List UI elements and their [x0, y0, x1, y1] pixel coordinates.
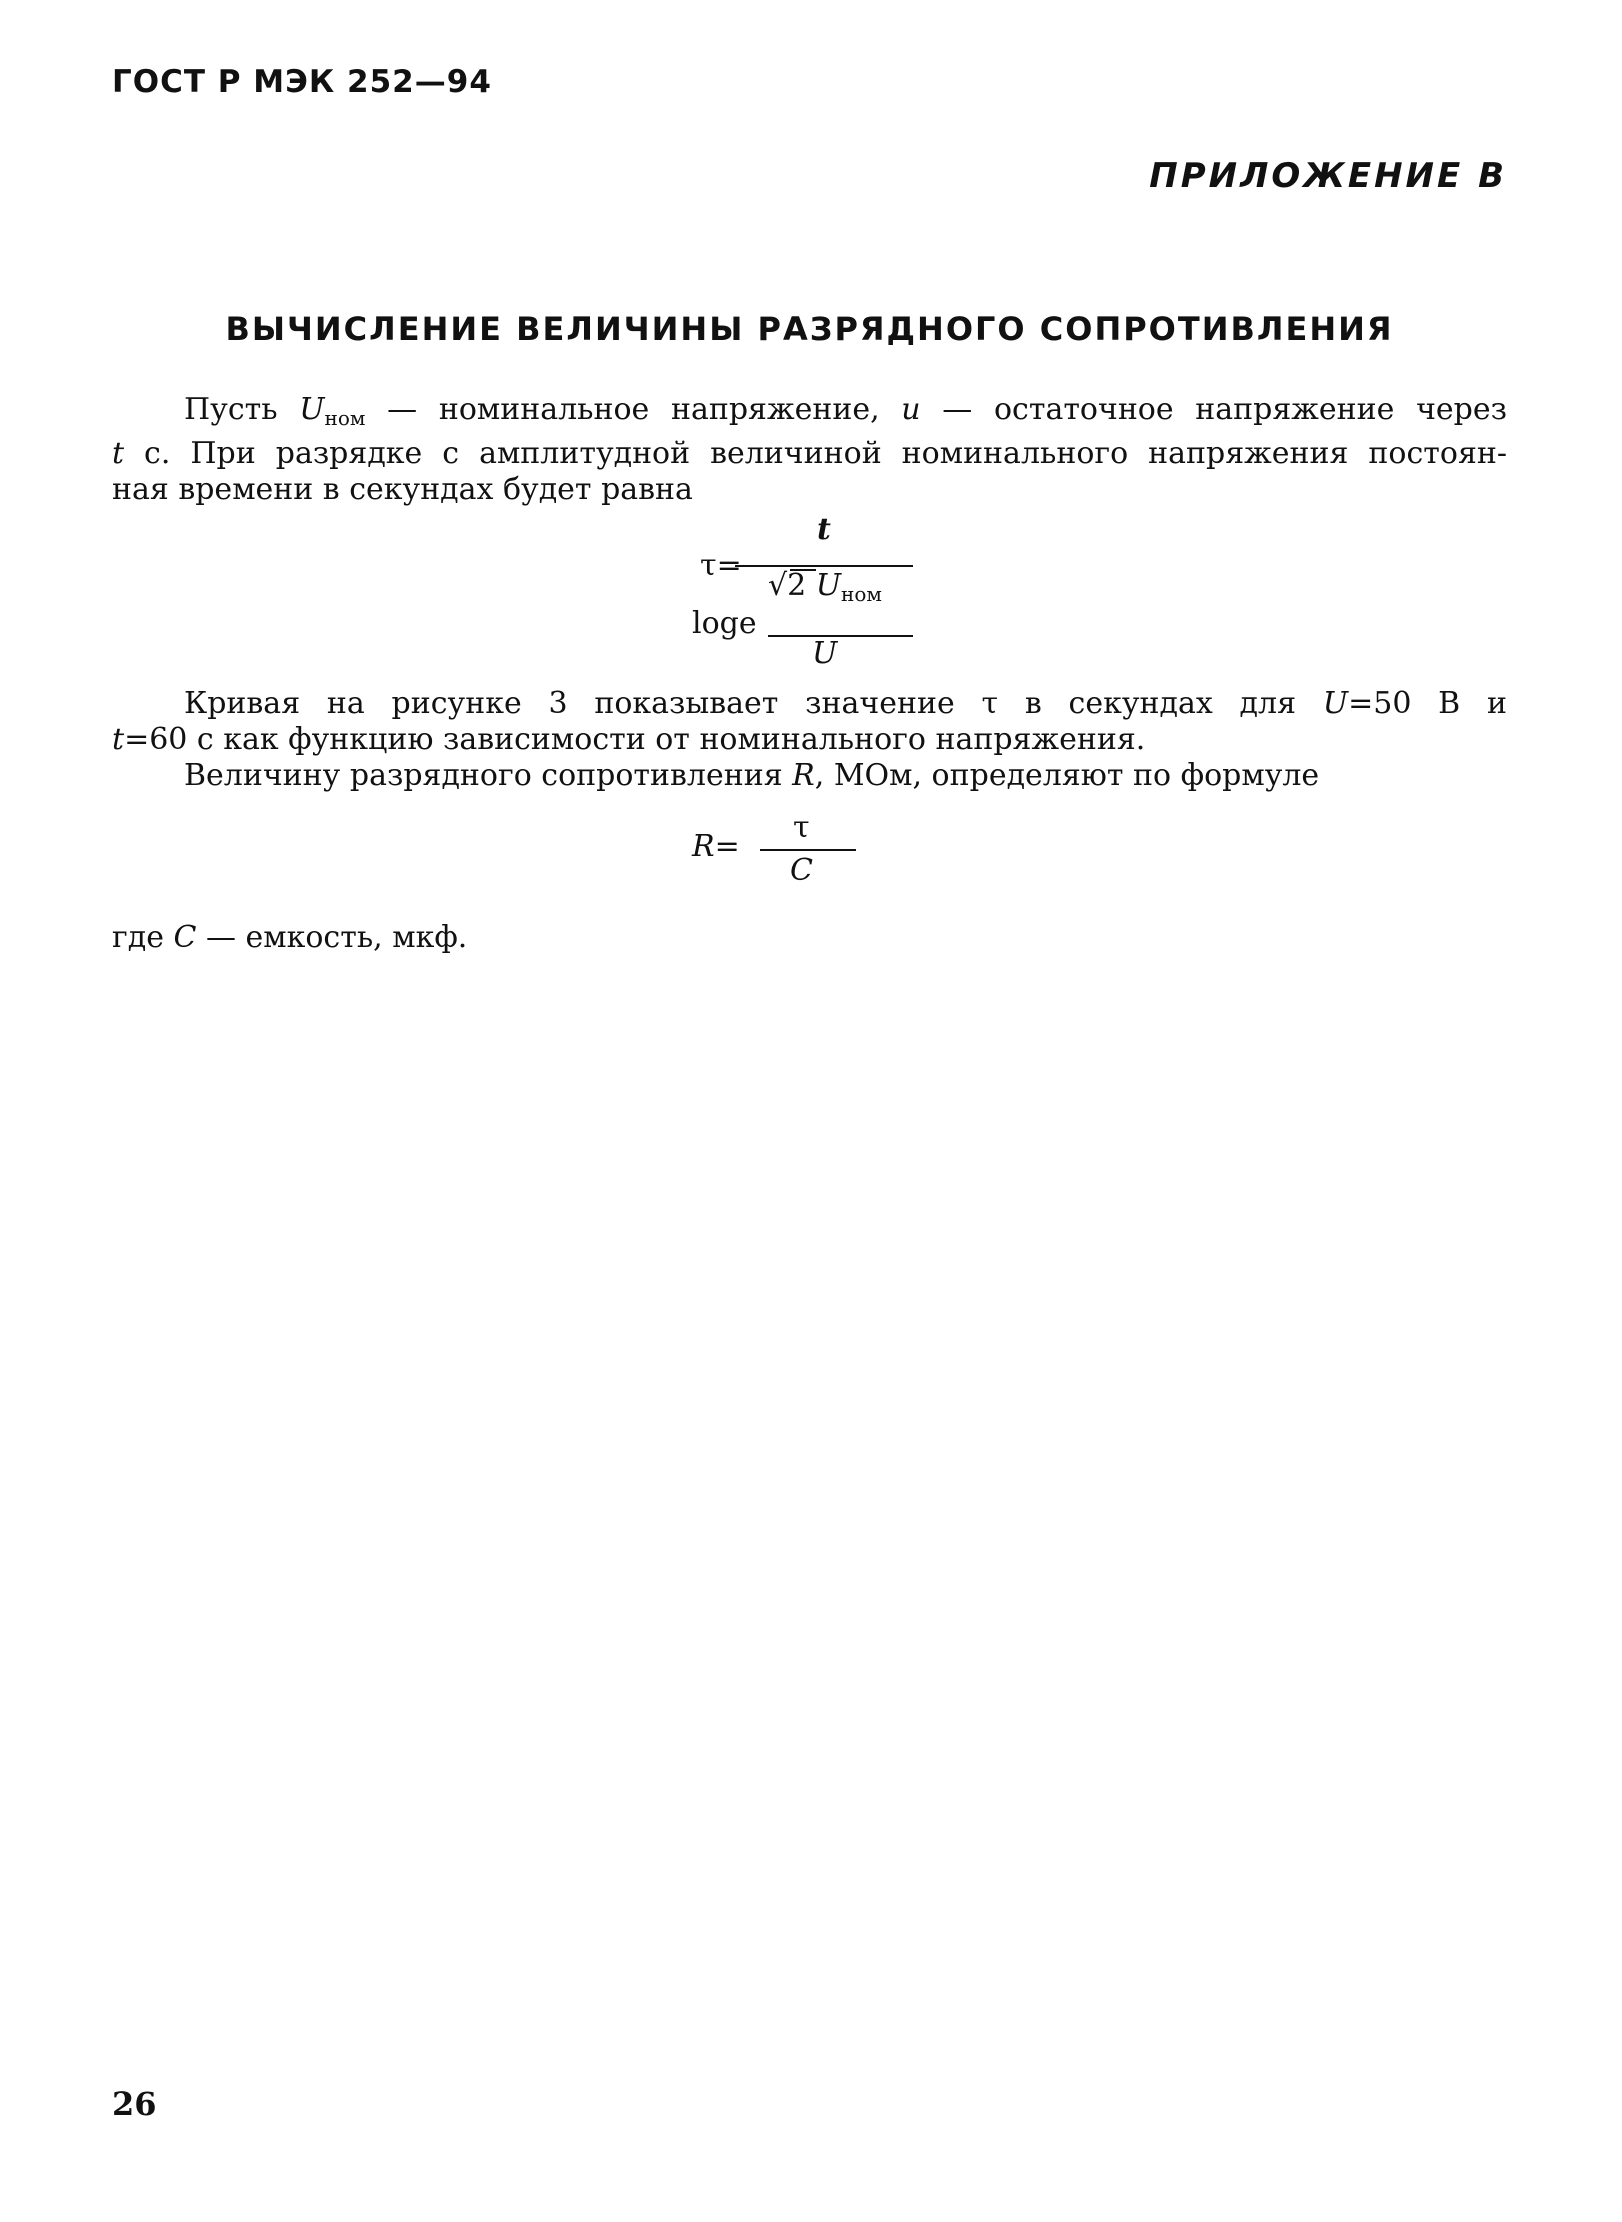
- formula-denominator: C: [790, 853, 813, 888]
- paragraph-line: [112, 722, 1507, 758]
- fraction-bar: [768, 635, 913, 637]
- paragraph-line: [112, 686, 1507, 722]
- paragraph-line: [112, 436, 1507, 472]
- symbol-C: C: [173, 920, 197, 955]
- formula-R-symbol: [692, 829, 740, 864]
- paragraph-curve: [112, 686, 1507, 758]
- formula-inner-numerator: [768, 568, 882, 606]
- text-run: — номинальное напряжение,: [365, 392, 902, 427]
- text-run: где: [112, 920, 174, 955]
- symbol-u: u: [901, 392, 921, 427]
- text-run: Кривая на рисунке 3 показывает значение: [184, 686, 982, 721]
- page-number: 26: [112, 2085, 157, 2123]
- log-e: loge: [692, 606, 757, 641]
- fraction-bar: [760, 849, 856, 851]
- symbol-U: U: [815, 568, 842, 603]
- text-run: с. При разрядке с амплитудной величиной номинального напряжения постоян-: [124, 436, 1507, 471]
- formula-numerator: t: [817, 512, 831, 547]
- fraction-bar: [735, 565, 913, 567]
- paragraph-line: [112, 920, 1507, 956]
- paragraph-resistance: [184, 758, 1507, 794]
- formula-inner-denominator: U: [812, 636, 838, 671]
- paragraph-definitions: [112, 392, 1507, 508]
- symbol-U: U: [299, 392, 325, 427]
- subscript-nom: ном: [841, 582, 882, 606]
- paragraph-line: [112, 392, 1507, 436]
- symbol-t: t: [112, 436, 125, 471]
- text-run: — емкость, мкф.: [196, 920, 468, 955]
- symbol-tau: τ: [981, 686, 999, 721]
- sqrt-overline: [790, 569, 816, 571]
- text-run: , МОм, определяют по формуле: [814, 758, 1320, 793]
- formula-numerator: τ: [793, 810, 810, 845]
- subscript-nom: ном: [324, 406, 366, 430]
- document-code: ГОСТ Р МЭК 252—94: [112, 64, 492, 100]
- section-title: ВЫЧИСЛЕНИЕ ВЕЛИЧИНЫ РАЗРЯДНОГО СОПРОТИВЛЕНИЯ: [225, 310, 1394, 348]
- paragraph-line: ная времени в секундах будет равна: [112, 472, 693, 507]
- formula-log: [692, 606, 757, 641]
- text-run: Величину разрядного сопротивления: [184, 758, 793, 793]
- paragraph-line: [184, 758, 1507, 794]
- text-run: в секундах для: [998, 686, 1323, 721]
- paragraph-capacitance: [112, 920, 1507, 956]
- symbol-t: t: [112, 722, 125, 757]
- formula-tau-symbol: τ=: [700, 548, 742, 583]
- symbol-R-eq: R=: [692, 829, 740, 864]
- appendix-label: ПРИЛОЖЕНИЕ В: [1149, 156, 1507, 196]
- text-run: =60 с как функцию зависимости от номинального напряжения.: [124, 722, 1146, 757]
- text-run: Пусть: [184, 392, 300, 427]
- symbol-U: U: [1322, 686, 1349, 721]
- sqrt-two: √2: [768, 568, 816, 603]
- text-run: =50 В и: [1348, 686, 1507, 721]
- text-run: — остаточное напряжение через: [920, 392, 1507, 427]
- symbol-R: R: [792, 758, 815, 793]
